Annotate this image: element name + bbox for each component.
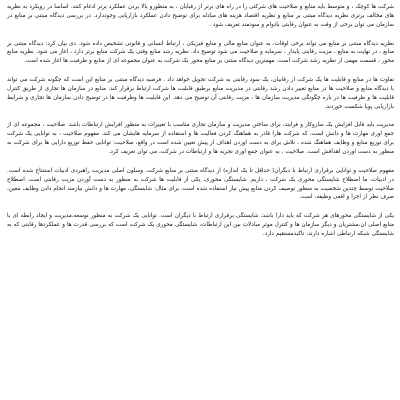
paragraph-2: نظریه دیدگاه مبتنی بر منابع می تواند برخی اوقات، به عنوان منابع مالی و منابع فیزیکی ، ارتباط انسانی و قانونی تشخیص داده شود. دی بیان کرد: دیدگاه مبتنی بر منابع ، در نهایت به منابع ، مزیت رقابتی پایدار ، سرمایه و صلاحیت می شود توضیح داد. نظریه رشد منابع وقتی یک شرکت منابع برتر دارد ، اغاز می شود. نظریه منابع محور ، قسمت مهمی از نظریه رشد شرکت است. مهمترین دیدگاه مبتنی بر منابع محور یک شرکت به عنوان مجموعه ای از منابع و ظرفیت ها اغاز شده است.	[7, 40, 394, 65]
paragraph-6: یکی از شایستگی محورهای هر شرکت که باید دارا باشد، شایستگی برقراری ارتباط با دیگران است. توانایی یک شرکت به منظور توسعه،مدیریت و ایجاد رابطه ای با منابع اصلی ان،مشتریان و دیگر سازمان ها و کنترل موثر مبادلات بین این ارتباطات، شایستگی محوری یک شرکت است که بررسی قدرت ها و عملکردها رقابتی که به شایستگی شبکه ارتباطی اشاره دارند، تاکیدمستقیم دارد.	[7, 213, 394, 237]
paragraph-5: مفهوم صلاحیت و توانایی برقراری ارتباط با دیگران( حداقل تا یک اندازه) از دیدگاه مبتنی بر منابع شرکت. وسلون اصلی مدیریت راهبردی ادبیات استنتاج شده است. در ادبیات، ما اصطلاح شایستگی محوری یک شرکت ، داریم. شایستگی محوری، یکی از قابلیت ها شرکت به منظور به دست آوردن مزیت رقابتی است. اصطلاح صلاحیت توسط چندین شخصیت به منظور توصیف کردن منابع پیش نیاز استفاده شده است، برای مثال: شایستگی، مهارت ها و دانش نیازمند انجام دادن وظایف معین، صرف نظر از اجرا و افعی وظیفه، است.	[7, 167, 394, 201]
paragraph-3: تفاوت ها در منابع و قابلیت ها یک شرکت از رقابیان، یک سود رقابتی به شرکت تحویل خواهد داد . فرضیه دیدگاه مبتنی بر منابع این است که چگونه شرکت می تواند با دیدگاه منابع و صلاحیت ها در منابع تغییر دادن رشد رقابتی در مدیریت منابع برطبق قابلیت ها شرکت ارتباط برقرار کند. منابع در سازمان ها تجاری از طریق کنترل قابلیت ها و ظرفیت ها در باره چگونگی مدیریت سازمان ها ، مزیت رقابتی آن توضیح می دهد. این قابلیت ها وظرفیت ها در توضیح دادن سازمان ها تجاری و شرایط بازاریابی پویا شکست خوردند.	[7, 77, 394, 110]
paragraph-4: مدیریت باید قابل افزایش یک سازوکار و فرایند، برای ساختن مدیریت و سازمان تجاری مناسب با تغییرات به منظور افزایش ارتباطات باشد. صلاحیت ، مجموعه ای از جمع اوری مهارت ها و دانش است، که شرکت هارا قادر به هماهنگ کردن فعالیت ها و استفاده از سرمایه هایشان می کند. مفهوم صلاحیت ، به توانایی یک شرکت برای توزیع منابع و وظایف هماهنگ شده ، تلاش برای به دست اوردن اهداف از پیش تعیین شده است در واقع، صلاحیت: توانایی حفظ توزیع دارایی ها برای شرکت به منظور به دست اوردن اهدافش است. صلاحیت ، به عنوان جمع اوری تجربه ها و ارتباطات در شرکت، می توان تعریف کرد.	[7, 122, 394, 155]
paragraph-1: شرکت ها کوچک ، و متوسط باید منابع و صلاحیت های شرکتی را در راه های برتر از رقبایان ، به منظورو بالا بردن عملکرد برتر ادغام کنند. اساسا در رویکرد به نظریه های مخالف برتری نظریه دیدگاه مبتنی بر منابع و نظریه اقتصاد هزینه های مبادله برای توضیح دادن عملکرد بازاریابی وجوددارد. در بررسی دیدگاه مبتنی بر منابع در سازمان می توان برخی از وقت به عنوان رقابتی بادوام و سودمند تعریف شود .	[7, 4, 394, 28]
document-page	[7, 3, 394, 249]
